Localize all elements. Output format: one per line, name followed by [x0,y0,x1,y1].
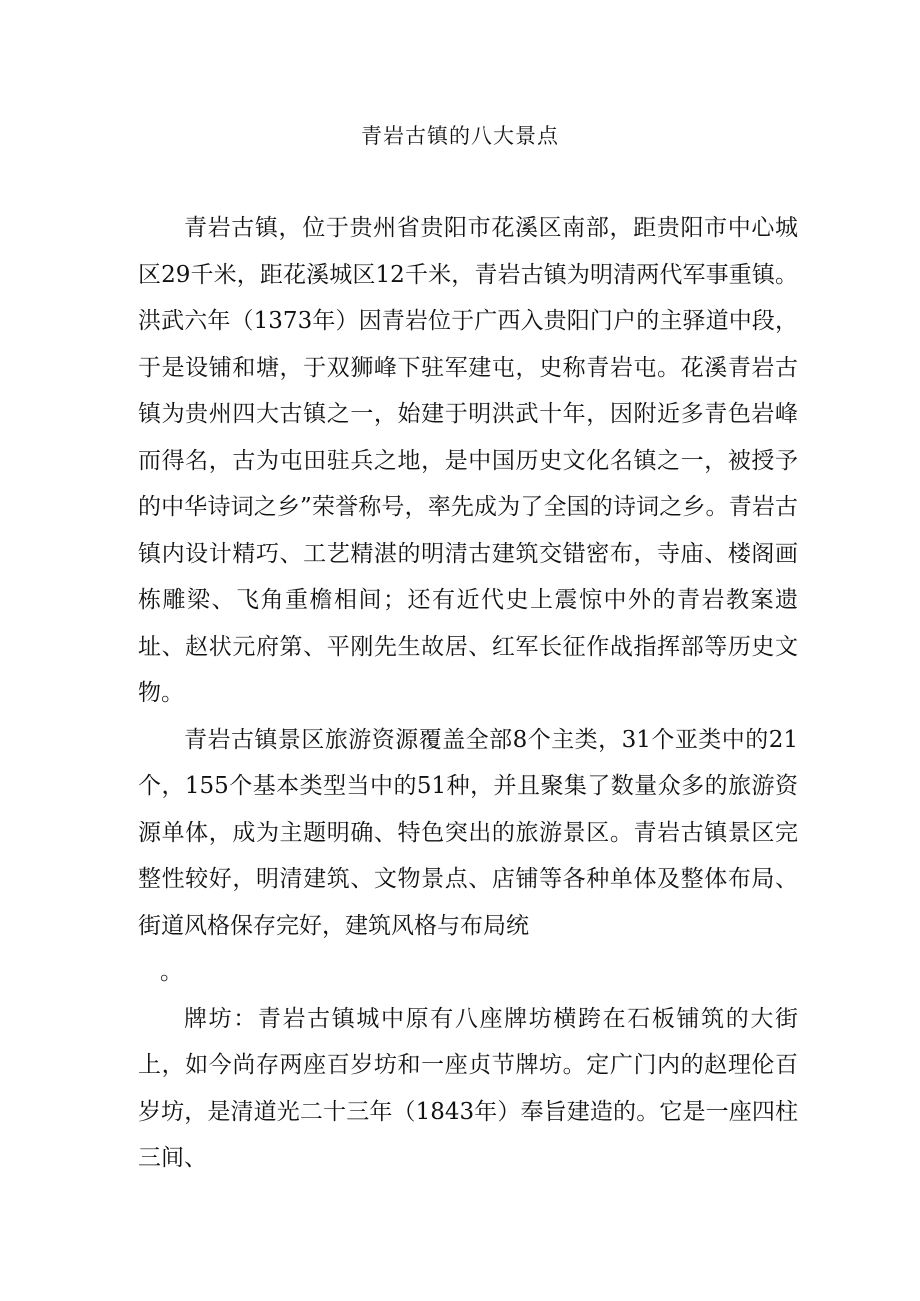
paragraph-resources: 青岩古镇景区旅游资源覆盖全部8个主类，31个亚类中的21个，155个基本类型当中的51种，并且聚集了数量众多的旅游资源单体，成为主题明确、特色突出的旅游景区。青岩古镇景区完整性较好，明清建筑、文物景点、店铺等各种单体及整体布局、街道风格保存完好，建筑风格与布局统 [138,726,798,939]
stray-punctuation: 。 [160,959,183,985]
document-title: 青岩古镇的八大景点 [361,124,559,148]
document-body [138,205,798,1182]
paragraph-intro: 青岩古镇，位于贵州省贵阳市花溪区南部，距贵阳市中心城区29千米，距花溪城区12千米，青岩古镇为明清两代军事重镇。洪武六年（1373年）因青岩位于广西入贵阳门户的主驿道中段，于是设铺和塘，于双狮峰下驻军建屯，史称青岩屯。花溪青岩古镇为贵州四大古镇之一，始建于明洪武十年，因附近多青色岩峰而得名，古为屯田驻兵之地，是中国历史文化名镇之一，被授予的中华诗词之乡”荣誉称号，率先成为了全国的诗词之乡。青岩古镇内设计精巧、工艺精湛的明清古建筑交错密布，寺庙、楼阁画栋雕梁、飞角重檐相间；还有近代史上震惊中外的青岩教案遗址、赵状元府第、平刚先生故居、红军长征作战指挥部等历史文物。 [138,215,798,706]
paragraph-archway: 牌坊：青岩古镇城中原有八座牌坊横跨在石板铺筑的大街上，如今尚存两座百岁坊和一座贞节牌坊。定广门内的赵理伦百岁坊，是清道光二十三年（1843年）奉旨建造的。它是一座四柱三间、 [138,1005,798,1171]
